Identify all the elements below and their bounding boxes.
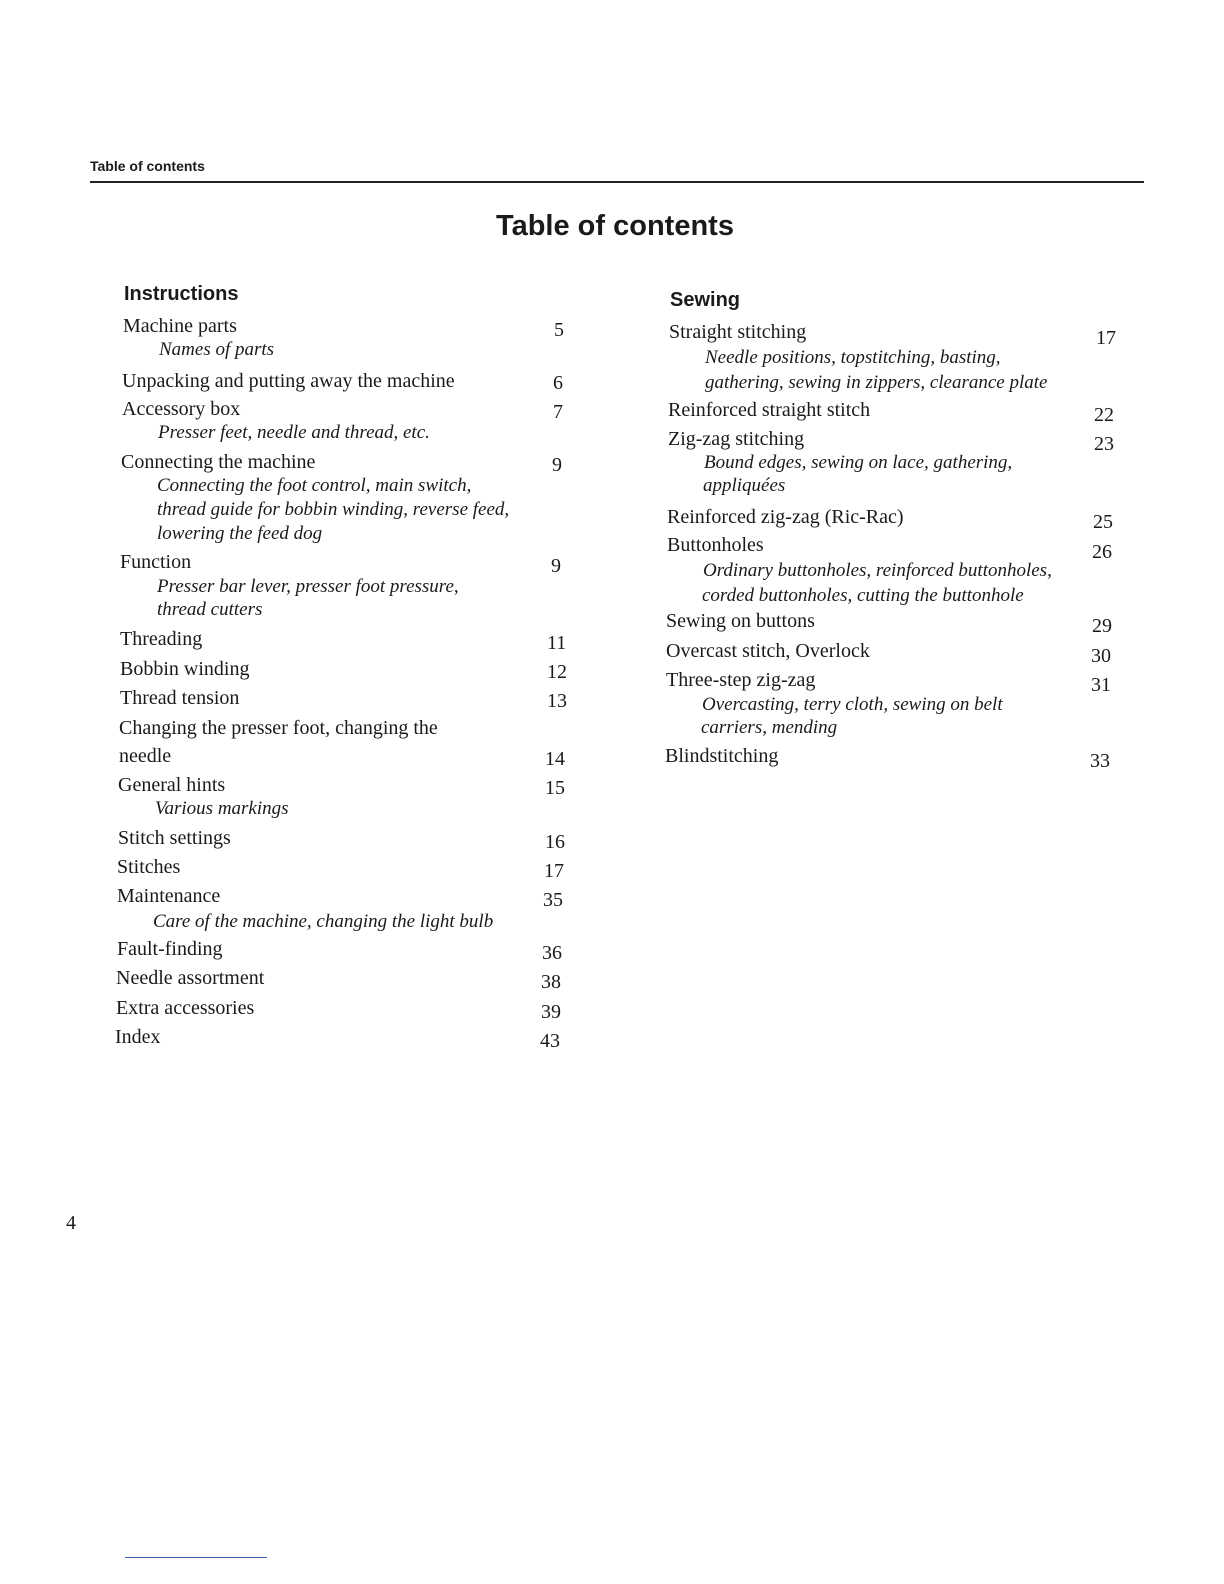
toc-entry-label: Unpacking and putting away the machine xyxy=(122,370,455,392)
toc-entry-label: General hints xyxy=(118,774,226,796)
toc-entry-label: Stitches xyxy=(117,856,181,878)
toc-entry-page: 16 xyxy=(545,831,565,853)
toc-entry-label: Machine parts xyxy=(123,315,237,337)
section-heading-sewing: Sewing xyxy=(670,289,741,311)
toc-entry-label: Maintenance xyxy=(117,885,221,907)
toc-entry-label: Three-step zig-zag xyxy=(666,669,816,691)
toc-entry-page: 33 xyxy=(1090,750,1110,772)
toc-entry-page: 14 xyxy=(545,748,565,770)
toc-entry-label: Threading xyxy=(120,628,203,650)
toc-subentry: Presser feet, needle and thread, etc. xyxy=(158,422,430,443)
toc-subentry: carriers, mending xyxy=(701,717,838,738)
toc-entry-label: Buttonholes xyxy=(667,534,764,556)
page-title: Table of contents xyxy=(496,210,734,242)
toc-entry-label: Straight stitching xyxy=(669,321,807,343)
toc-entry-label: Reinforced straight stitch xyxy=(668,399,871,421)
toc-subentry: lowering the feed dog xyxy=(157,523,323,544)
toc-entry-label: Zig-zag stitching xyxy=(668,428,805,450)
toc-entry-page: 36 xyxy=(542,942,562,964)
toc-entry-page: 23 xyxy=(1094,433,1114,455)
toc-entry-page: 43 xyxy=(540,1030,560,1052)
toc-entry-page: 30 xyxy=(1091,645,1111,667)
toc-entry-label: Extra accessories xyxy=(116,997,255,1019)
header-rule xyxy=(90,181,1144,183)
toc-subentry: Names of parts xyxy=(159,339,275,360)
toc-entry-page: 29 xyxy=(1092,615,1112,637)
toc-entry-page: 26 xyxy=(1092,541,1112,563)
toc-entry-page: 9 xyxy=(552,454,562,476)
toc-entry-label: Overcast stitch, Overlock xyxy=(666,640,870,662)
toc-entry-page: 35 xyxy=(543,889,563,911)
toc-entry-label: Bobbin winding xyxy=(120,658,250,680)
toc-entry-label: Fault-finding xyxy=(117,938,223,960)
toc-entry-label: Needle assortment xyxy=(116,967,265,989)
toc-entry-page: 22 xyxy=(1094,404,1114,426)
toc-entry-page: 31 xyxy=(1091,674,1111,696)
toc-subentry: gathering, sewing in zippers, clearance plate xyxy=(705,372,1048,393)
toc-entry-page: 25 xyxy=(1093,511,1113,533)
footer-rule xyxy=(125,1557,267,1558)
toc-subentry: corded buttonholes, cutting the buttonhole xyxy=(702,585,1024,606)
toc-entry-label: Changing the presser foot, changing the xyxy=(119,717,438,739)
toc-entry-page: 7 xyxy=(553,401,563,423)
toc-subentry: Ordinary buttonholes, reinforced buttonholes, xyxy=(703,560,1052,581)
toc-entry-label: Thread tension xyxy=(120,687,240,709)
toc-entry-page: 39 xyxy=(541,1001,561,1023)
toc-entry-page: 17 xyxy=(544,860,564,882)
toc-subentry: Needle positions, topstitching, basting, xyxy=(705,347,1001,368)
toc-entry-label: Reinforced zig-zag (Ric-Rac) xyxy=(667,506,904,528)
toc-entry-page: 11 xyxy=(547,632,567,654)
toc-entry-label: Accessory box xyxy=(122,398,241,420)
running-head: Table of contents xyxy=(90,158,205,174)
toc-subentry: thread guide for bobbin winding, reverse feed, xyxy=(157,499,510,520)
page-number: 4 xyxy=(66,1212,76,1234)
toc-subentry: Care of the machine, changing the light bulb xyxy=(153,911,494,932)
toc-subentry: Connecting the foot control, main switch, xyxy=(157,475,472,496)
toc-subentry: thread cutters xyxy=(157,599,263,620)
toc-entry-page: 5 xyxy=(554,319,564,341)
toc-entry-label: Blindstitching xyxy=(665,745,779,767)
toc-entry-page: 15 xyxy=(545,777,565,799)
toc-subentry: Overcasting, terry cloth, sewing on belt xyxy=(702,694,1003,715)
toc-subentry: Various markings xyxy=(155,798,289,819)
toc-entry-page: 17 xyxy=(1096,327,1116,349)
toc-subentry: Presser bar lever, presser foot pressure, xyxy=(157,576,459,597)
toc-entry-page: 38 xyxy=(541,971,561,993)
toc-entry-label: Sewing on buttons xyxy=(666,610,815,632)
toc-subentry: Bound edges, sewing on lace, gathering, xyxy=(704,452,1013,473)
toc-entry-page: 12 xyxy=(547,661,567,683)
toc-entry-page: 6 xyxy=(553,372,563,394)
section-heading-instructions: Instructions xyxy=(124,283,239,305)
toc-entry-label: Connecting the machine xyxy=(121,451,316,473)
toc-entry-label: Index xyxy=(115,1026,161,1048)
toc-entry-page: 9 xyxy=(551,555,561,577)
toc-entry-label: Stitch settings xyxy=(118,827,231,849)
toc-entry-label: Function xyxy=(120,551,192,573)
toc-entry-label-continued: needle xyxy=(119,745,172,767)
toc-subentry: appliquées xyxy=(703,475,786,496)
toc-entry-page: 13 xyxy=(547,690,567,712)
